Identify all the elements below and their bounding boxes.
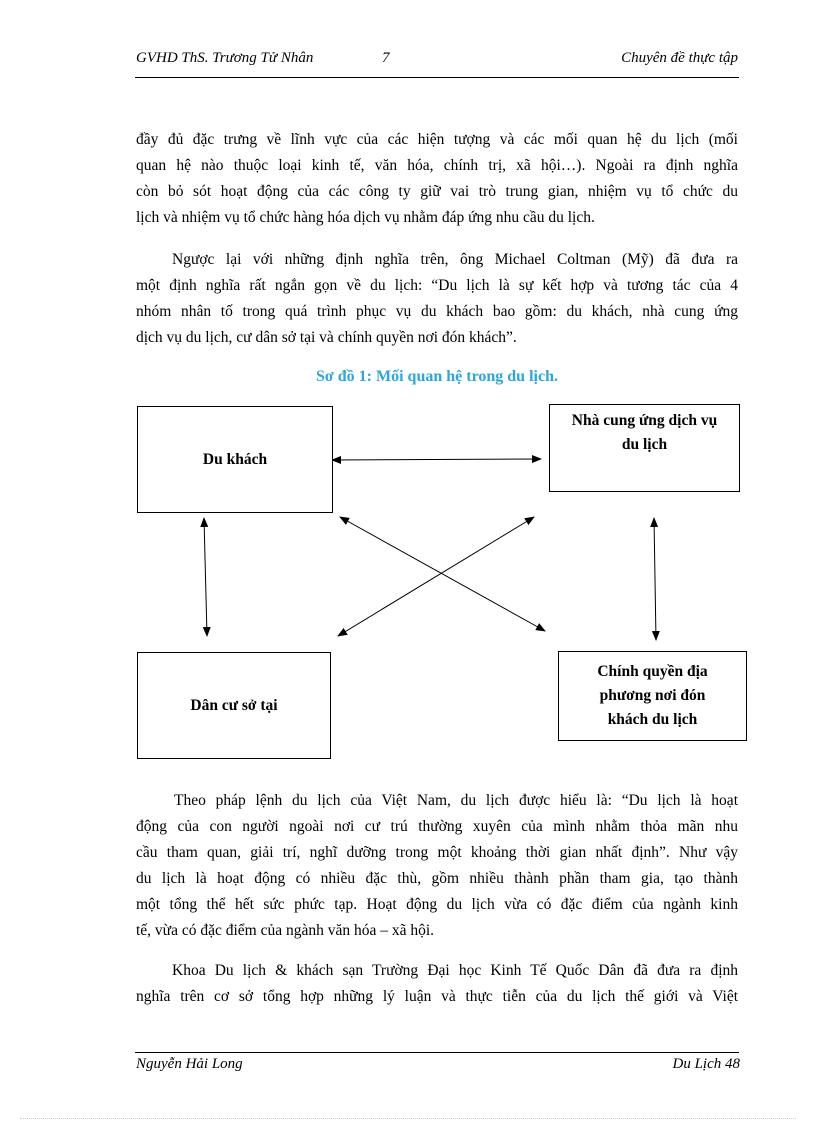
text-line: một tổng thể hết sức phức tạp. Hoạt động du lịch vừa có đặc điểm của ngành kinh xyxy=(136,896,738,913)
footer-divider xyxy=(135,1052,739,1053)
paragraph-4 xyxy=(136,958,738,1010)
text-line: Ngược lại với những định nghĩa trên, ông Michael Coltman (Mỹ) đã đưa ra xyxy=(172,251,738,268)
box-supplier xyxy=(549,404,740,492)
text-line: một định nghĩa rất ngắn gọn về du lịch: “Du lịch là sự kết hợp và tương tác của 4 xyxy=(136,277,738,294)
box-label: Nhà cung ứng dịch vụ du lịch xyxy=(571,412,718,453)
box-government xyxy=(558,651,747,741)
arrow-tourist-residents xyxy=(204,518,207,636)
footer-class: Du Lịch 48 xyxy=(672,1056,740,1072)
page-bottom-border xyxy=(20,1118,796,1119)
text-line: cầu tham quan, giải trí, nghĩ dưỡng trong một khoảng thời gian nhất định”. Như vậy xyxy=(136,844,738,861)
text-line: dịch vụ du lịch, cư dân sở tại và chính quyền nơi đón khách”. xyxy=(136,329,517,346)
arrow-supplier-government xyxy=(654,518,656,640)
footer-author: Nguyễn Hải Long xyxy=(136,1056,243,1072)
text-line: còn bỏ sót hoạt động của các công ty giữ vai trò trung gian, nhiệm vụ tổ chức du xyxy=(136,183,738,200)
arrow-tourist-supplier xyxy=(332,459,541,460)
diagram-caption: Sơ đồ 1: Mối quan hệ trong du lịch. xyxy=(316,368,558,385)
paragraph-3 xyxy=(136,788,738,944)
box-tourist xyxy=(137,406,333,513)
text-line: du lịch là hoạt động có nhiều đặc thù, gồm nhiều thành phần tham gia, tạo thành xyxy=(136,870,738,887)
box-label: Chính quyền địa phương nơi đón khách du lịch xyxy=(597,663,708,728)
text-line: Khoa Du lịch & khách sạn Trường Đại học Kinh Tế Quốc Dân đã đưa ra định xyxy=(172,962,738,979)
header-title: Chuyên đề thực tập xyxy=(621,50,738,66)
page-number: 7 xyxy=(382,50,390,66)
arrow-supplier-residents xyxy=(338,517,534,636)
text-line: động của con người ngoài nơi cư trú thường xuyên của mình nhằm thỏa mãn nhu xyxy=(136,818,738,835)
box-residents xyxy=(137,652,331,759)
text-line: tế, vừa có đặc điểm của ngành văn hóa – xã hội. xyxy=(136,922,435,939)
text-line: quan hệ nào thuộc loại kinh tế, văn hóa, chính trị, xã hội…). Ngoài ra định nghĩa xyxy=(136,157,738,174)
text-line: lịch và nhiệm vụ tổ chức hàng hóa dịch vụ nhằm đáp ứng nhu cầu du lịch. xyxy=(136,209,595,226)
text-line: đầy đủ đặc trưng về lĩnh vực của các hiện tượng và các mối quan hệ du lịch (mối xyxy=(136,131,738,148)
text-line: nghĩa trên cơ sở tổng hợp những lý luận và thực tiễn của du lịch thế giới và Việt xyxy=(136,988,738,1005)
text-line: nhóm nhân tố trong quá trình phục vụ du khách bao gồm: du khách, nhà cung ứng xyxy=(136,303,738,320)
box-label: Du khách xyxy=(202,450,268,468)
arrow-tourist-government xyxy=(340,517,545,631)
header-author: GVHD ThS. Trương Tử Nhân xyxy=(136,50,314,66)
box-label: Dân cư sở tại xyxy=(190,696,278,714)
text-line: Theo pháp lệnh du lịch của Việt Nam, du lịch được hiểu là: “Du lịch là hoạt xyxy=(174,792,738,809)
